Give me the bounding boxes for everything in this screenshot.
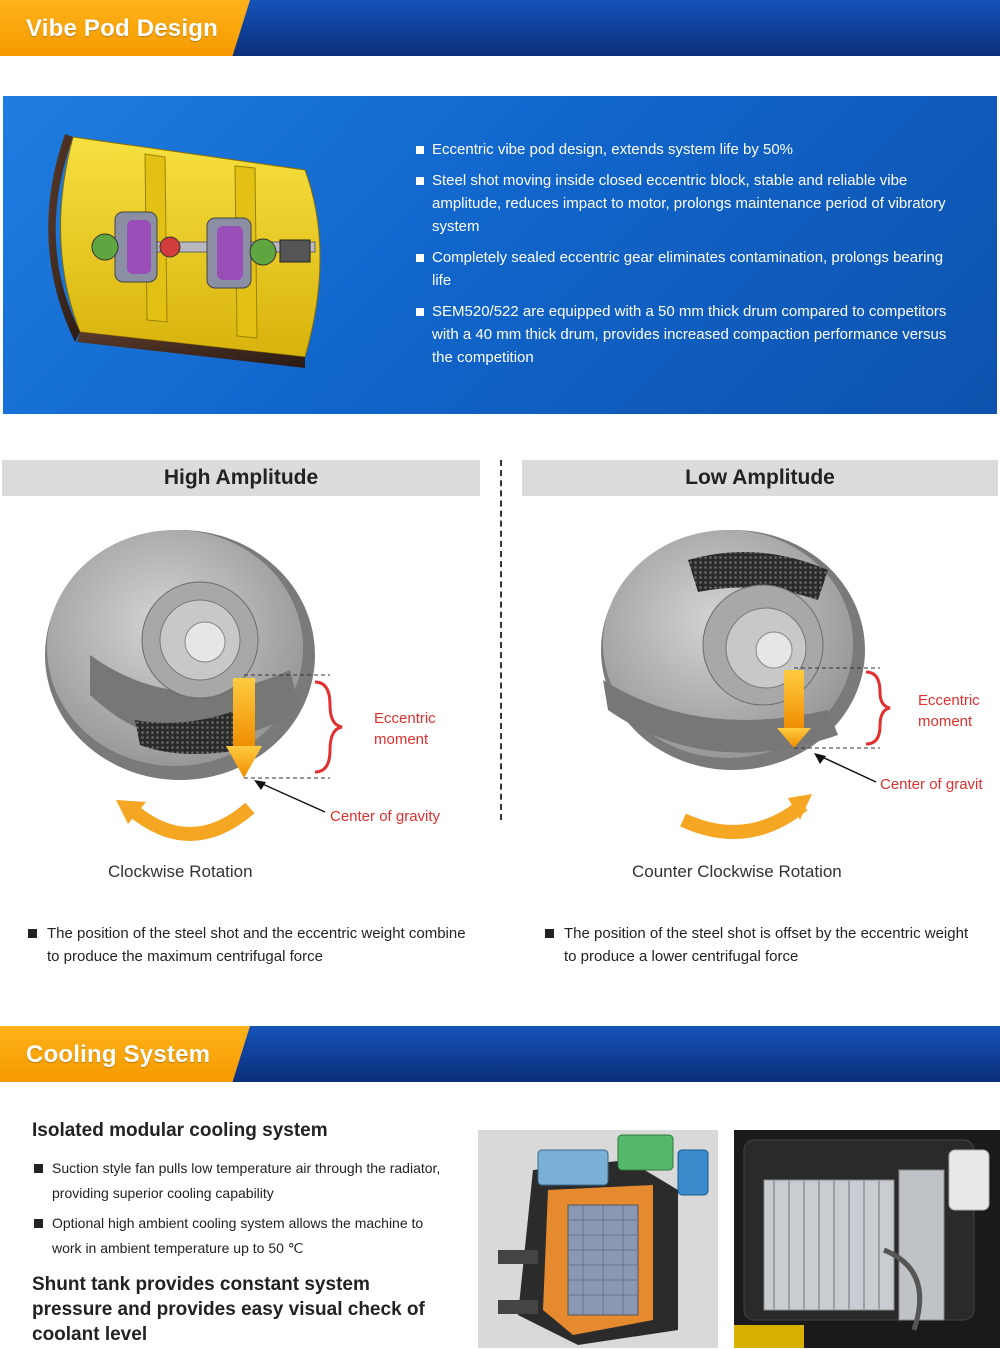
- counter-clockwise-rotation-label: Counter Clockwise Rotation: [632, 862, 842, 881]
- high-amplitude-title: High Amplitude: [2, 460, 480, 496]
- high-amplitude-note: The position of the steel shot and the eccentric weight combine to produce the maximum centrifugal force: [28, 922, 468, 968]
- cooling-module-render: [478, 1130, 718, 1348]
- cooling-subtitle: Isolated modular cooling system: [32, 1120, 328, 1141]
- clockwise-rotation-label: Clockwise Rotation: [108, 862, 253, 881]
- vibe-pod-header: [0, 0, 1000, 56]
- vibe-feature-item: Eccentric vibe pod design, extends system life by 50%: [415, 138, 955, 161]
- cooling-feature-item: Optional high ambient cooling system allows the machine to work in ambient temperature up to 50 ℃: [34, 1211, 454, 1261]
- low-amplitude-illustration: [588, 520, 898, 840]
- vibe-feature-item: SEM520/522 are equipped with a 50 mm thick drum compared to competitors with a 40 mm thick drum, provides increased compaction performance versus the competition: [415, 300, 955, 369]
- cooling-system-header: [0, 1026, 1000, 1082]
- vibe-pod-title: Vibe Pod Design: [26, 15, 218, 42]
- vibe-feature-item: Completely sealed eccentric gear eliminates contamination, prolongs bearing life: [415, 246, 955, 292]
- low-eccentric-moment-label: Eccentric moment: [918, 692, 980, 730]
- low-amplitude-title: Low Amplitude: [522, 460, 998, 496]
- vibe-pod-drum-illustration: [35, 132, 335, 382]
- low-amplitude-note: The position of the steel shot is offset by the eccentric weight to produce a lower centrifugal force: [545, 922, 970, 968]
- low-center-of-gravity-label: Center of gravit: [880, 776, 983, 793]
- cooling-system-title: Cooling System: [26, 1041, 211, 1068]
- vibe-pod-feature-list: [415, 138, 955, 377]
- cooling-installation-photo: [734, 1130, 1000, 1348]
- shunt-tank-text: Shunt tank provides constant system pressure and provides easy visual check of coolant level: [32, 1274, 425, 1345]
- high-center-of-gravity-label: Center of gravity: [330, 808, 441, 825]
- high-amplitude-illustration: [30, 520, 350, 860]
- cooling-feature-item: Suction style fan pulls low temperature air through the radiator, providing superior cooling capability: [34, 1156, 454, 1206]
- vibe-pod-panel: [3, 96, 997, 414]
- high-eccentric-moment-label: Eccentric moment: [374, 710, 436, 748]
- amplitude-divider: [500, 460, 502, 820]
- vibe-feature-item: Steel shot moving inside closed eccentric block, stable and reliable vibe amplitude, reduces impact to motor, prolongs maintenance period of vibratory system: [415, 169, 955, 238]
